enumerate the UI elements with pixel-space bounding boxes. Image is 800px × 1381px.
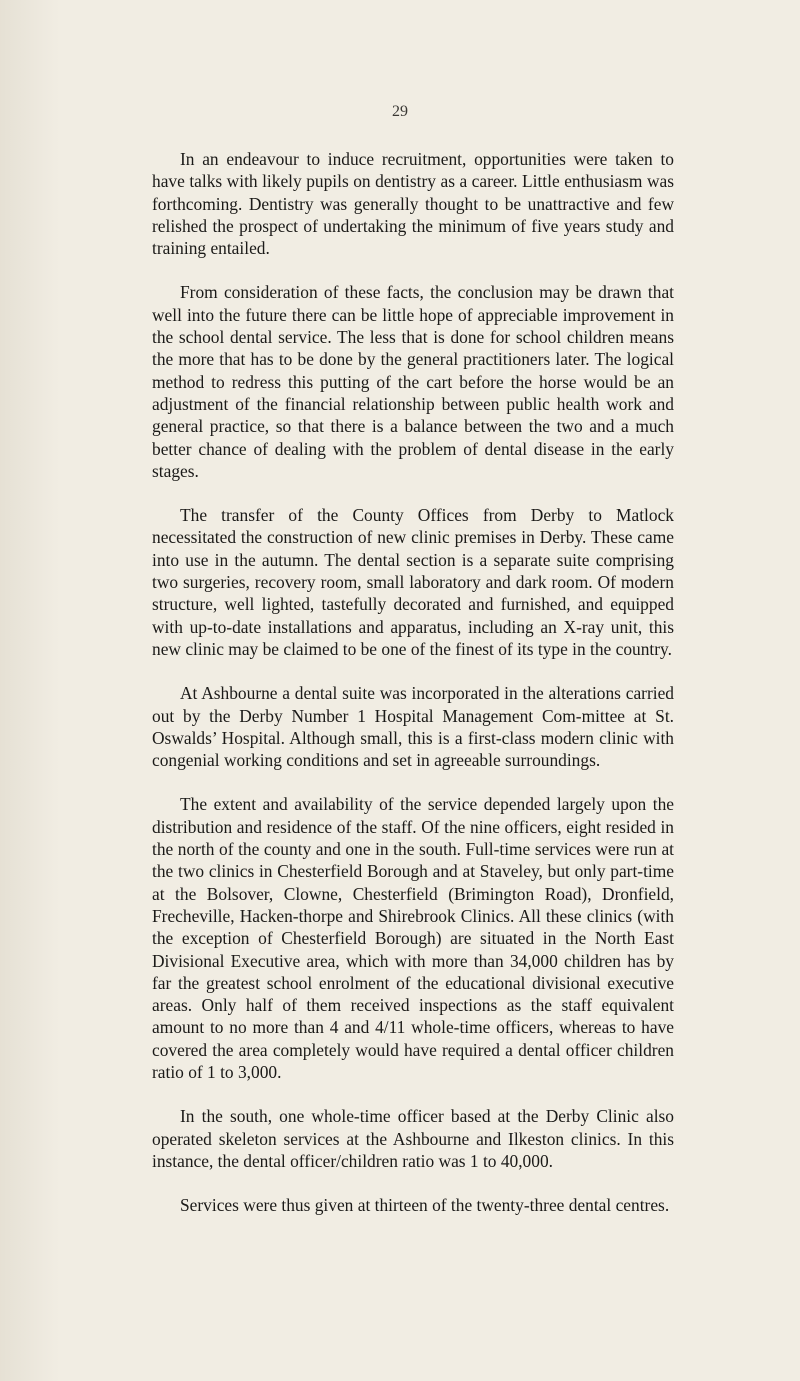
paragraph-recruitment: In an endeavour to induce recruitment, opportunities were taken to have talks with likely pupils on dentistry as a career. Little enthusiasm was forthcoming. Dentistry was generally thought to be unattractive and few relished the prospect of undertaking the minimum of five years study and training entailed. <box>152 149 674 259</box>
paragraph-staff-distribution: The extent and availability of the service depended largely upon the distribution and residence of the staff. Of the nine officers, eight resided in the north of the county and one in the south. Full-time services were run at the two clinics in Chesterfield Borough and at Staveley, but only part-time at the Bolsover, Clowne, Chesterfield (Brimington Road), Dronfield, Frecheville, Hacken-thorpe and Shirebrook Clinics. All these clinics (with the exception of Chesterfield Borough) are situated in the North East Divisional Executive area, which with more than 34,000 children has by far the greatest school enrolment of the educational divisional executive areas. Only half of them received inspections as the staff equivalent amount to no more than 4 and 4/11 whole-time officers, whereas to have covered the area completely would have required a dental officer children ratio of 1 to 3,000. <box>152 794 674 1082</box>
paragraph-services-summary: Services were thus given at thirteen of the twenty-three dental centres. <box>180 1195 670 1216</box>
report-body <box>152 148 674 1238</box>
paragraph-derby-clinic: The transfer of the County Offices from Derby to Matlock necessitated the construction of new clinic premises in Derby. These came into use in the autumn. The dental section is a separate suite comprising two surgeries, recovery room, small laboratory and dark room. Of modern structure, well lighted, tastefully decorated and furnished, and equipped with up-to-date installations and apparatus, including an X-ray unit, this new clinic may be claimed to be one of the finest of its type in the country. <box>152 505 674 659</box>
paragraph-conclusion: From consideration of these facts, the conclusion may be drawn that well into the future there can be little hope of appreciable improvement in the school dental service. The less that is done for school children means the more that has to be done by the general practitioners later. The logical method to redress this putting of the cart before the horse would be an adjustment of the financial relationship between public health work and general practice, so that there is a balance between the two and a much better chance of dealing with the problem of dental disease in the early stages. <box>152 282 674 481</box>
page-number: 29 <box>392 103 408 120</box>
paragraph-ashbourne: At Ashbourne a dental suite was incorporated in the alterations carried out by the Derby Number 1 Hospital Management Com-mittee at St. Oswalds’ Hospital. Although small, this is a first-class modern clinic with congenial working conditions and set in agreeable surroundings. <box>152 683 674 771</box>
page-edge-shading <box>0 0 60 1381</box>
paragraph-south: In the south, one whole-time officer based at the Derby Clinic also operated skeleton services at the Ashbourne and Ilkeston clinics. In this instance, the dental officer/children ratio was 1 to 40,000. <box>152 1106 674 1171</box>
